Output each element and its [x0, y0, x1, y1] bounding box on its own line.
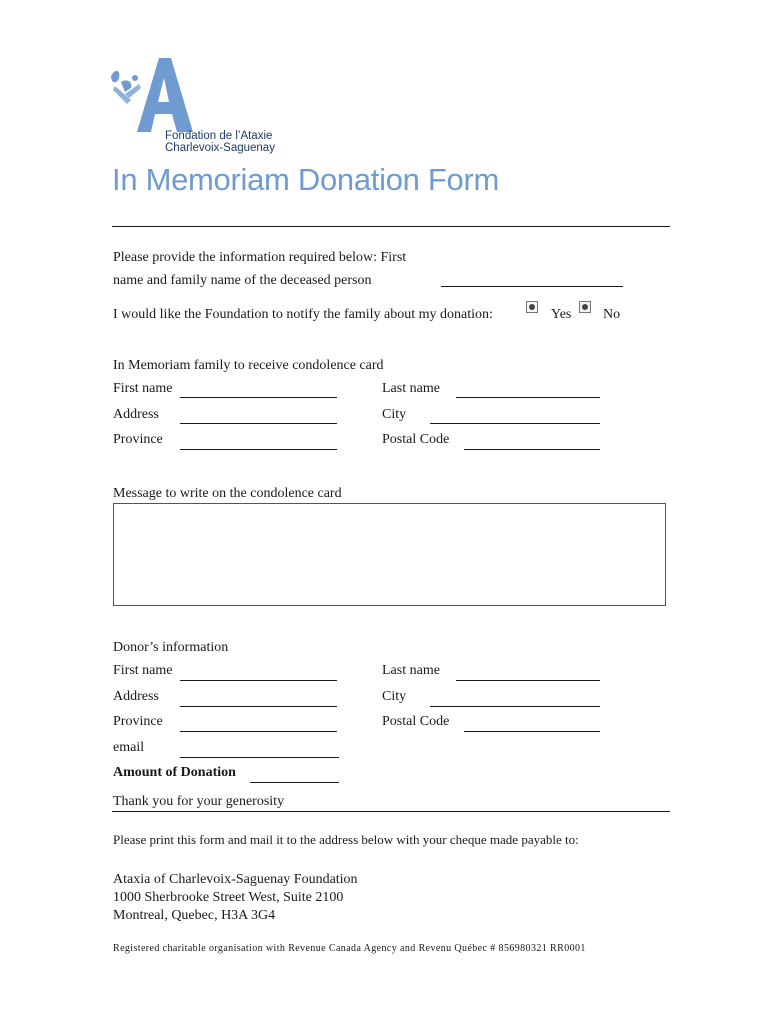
family-last-name-label: Last name	[382, 381, 440, 396]
family-province-field[interactable]	[180, 433, 337, 450]
logo-line-1: Fondation de l’Ataxie	[165, 130, 273, 142]
family-section-heading: In Memoriam family to receive condolence card	[113, 358, 384, 373]
thank-you-text: Thank you for your generosity	[113, 794, 285, 809]
notify-question: I would like the Foundation to notify the family about my donation:	[113, 307, 493, 322]
donor-last-name-label: Last name	[382, 663, 440, 678]
logo-a-icon	[105, 56, 195, 134]
family-address-field[interactable]	[180, 407, 337, 424]
charity-registration-note: Registered charitable organisation with Revenue Canada Agency and Revenu Québec # 856980321 RR0001	[113, 943, 586, 954]
donor-postal-code-label: Postal Code	[382, 714, 450, 729]
family-first-name-label: First name	[113, 381, 173, 396]
donor-first-name-field[interactable]	[180, 664, 337, 681]
family-postal-code-label: Postal Code	[382, 432, 450, 447]
donation-amount-label: Amount of Donation	[113, 765, 236, 780]
page-title: In Memoriam Donation Form	[112, 162, 500, 197]
section-divider	[112, 811, 670, 812]
foundation-logo	[105, 56, 305, 156]
donor-email-label: email	[113, 740, 145, 755]
donor-first-name-label: First name	[113, 663, 173, 678]
mail-instructions: Please print this form and mail it to the address below with your cheque made payable to:	[113, 832, 579, 847]
intro-line-1: Please provide the information required below: First	[113, 250, 407, 265]
address-line-3: Montreal, Quebec, H3A 3G4	[113, 908, 276, 923]
family-last-name-field[interactable]	[456, 381, 600, 398]
foundation-address	[113, 871, 358, 925]
donor-address-label: Address	[113, 689, 159, 704]
donor-address-field[interactable]	[180, 690, 337, 707]
donor-postal-code-field[interactable]	[464, 715, 600, 732]
donor-email-field[interactable]	[180, 741, 339, 758]
notify-no-label: No	[603, 307, 621, 322]
title-underline	[112, 226, 670, 227]
donor-province-field[interactable]	[180, 715, 337, 732]
logo-line-2: Charlevoix-Saguenay	[165, 142, 275, 154]
condolence-message-box[interactable]	[113, 503, 666, 606]
donor-city-field[interactable]	[430, 690, 600, 707]
donation-amount-field[interactable]	[250, 766, 339, 783]
family-address-label: Address	[113, 407, 159, 422]
intro-line-2: name and family name of the deceased person	[113, 273, 372, 288]
family-postal-code-field[interactable]	[464, 433, 600, 450]
donor-section-heading: Donor’s information	[113, 640, 229, 655]
notify-no-checkbox[interactable]	[579, 301, 591, 313]
deceased-name-field[interactable]	[441, 270, 623, 287]
family-first-name-field[interactable]	[180, 381, 337, 398]
family-province-label: Province	[113, 432, 163, 447]
address-line-2: 1000 Sherbrooke Street West, Suite 2100	[113, 890, 344, 905]
notify-yes-checkbox[interactable]	[526, 301, 538, 313]
notify-yes-label: Yes	[551, 307, 572, 322]
donor-last-name-field[interactable]	[456, 664, 600, 681]
address-line-1: Ataxia of Charlevoix-Saguenay Foundation	[113, 872, 358, 887]
family-city-field[interactable]	[430, 407, 600, 424]
family-city-label: City	[382, 407, 407, 422]
donor-city-label: City	[382, 689, 407, 704]
donor-province-label: Province	[113, 714, 163, 729]
message-label: Message to write on the condolence card	[113, 486, 342, 501]
